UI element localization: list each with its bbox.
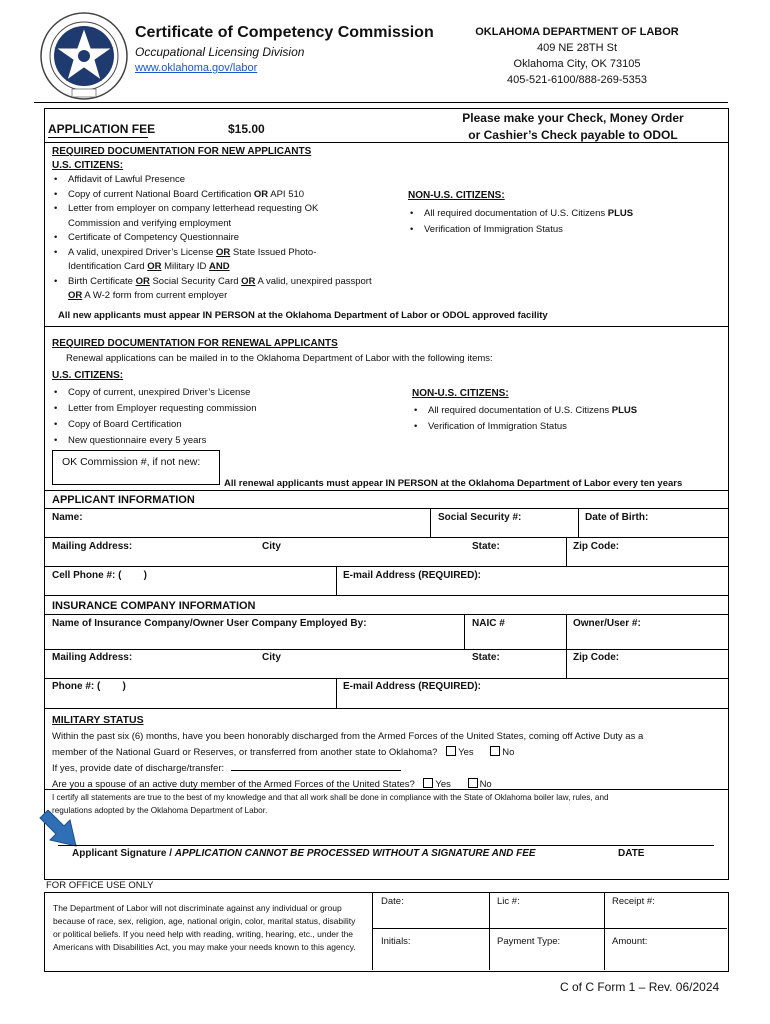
city-field-label[interactable]: City	[262, 541, 281, 552]
office-initials-field[interactable]: Initials:	[381, 936, 411, 947]
list-item-text: All required documentation of U.S. Citizens	[424, 208, 606, 219]
insurance-company-field-label[interactable]: Name of Insurance Company/Owner User Company Employed By:	[52, 618, 367, 629]
arrow-icon	[38, 810, 80, 850]
row-rule	[44, 649, 728, 650]
list-item: • Copy of Board Certification	[52, 417, 372, 433]
state-field-label[interactable]: State:	[472, 541, 500, 552]
insurance-email-field-label[interactable]: E-mail Address (REQUIRED):	[343, 681, 481, 692]
military-rule	[44, 789, 728, 790]
fee-label: APPLICATION FEE	[48, 122, 156, 136]
military-question-1-text: member of the National Guard or Reserves, or transferred from another state to Oklahoma?	[52, 746, 438, 758]
divider	[430, 508, 431, 537]
renewal-non-us-list	[412, 403, 712, 435]
military-question-1	[52, 729, 722, 792]
insurance-state-field-label[interactable]: State:	[472, 652, 500, 663]
state-seal	[40, 12, 128, 100]
form-id: C of C Form 1 – Rev. 06/2024	[560, 980, 720, 994]
ok-commission-label: OK Commission #, if not new:	[62, 456, 201, 468]
discharge-row	[52, 760, 722, 777]
plus-label: PLUS	[611, 405, 638, 416]
insurance-mailing-field-label[interactable]: Mailing Address:	[52, 652, 133, 663]
military-no-checkbox[interactable]	[490, 746, 500, 756]
row-rule	[44, 566, 728, 567]
yes-label: Yes	[458, 746, 474, 758]
discharge-label: If yes, provide date of discharge/transfer:	[52, 763, 225, 774]
applicant-heading-rule	[44, 508, 728, 509]
signature-label: Applicant Signature /	[72, 848, 173, 859]
divider	[566, 537, 567, 566]
new-applicants-footer: All new applicants must appear IN PERSON at the Oklahoma Department of Labor or ODOL approved facility	[58, 310, 548, 321]
list-item-text: Verification of Immigration Status	[428, 421, 567, 432]
divider	[372, 928, 727, 929]
insurance-zip-field-label[interactable]: Zip Code:	[573, 652, 620, 663]
renewal-intro: Renewal applications can be mailed in to the Oklahoma Department of Labor with the following items:	[66, 353, 493, 364]
ok-commission-box[interactable]	[52, 450, 220, 485]
divider	[566, 649, 567, 678]
no-label: No	[479, 778, 492, 790]
list-item: • Letter from employer on company letterhead requesting OK Commission and verifying employment	[52, 202, 392, 231]
list-item-text: Verification of Immigration Status	[424, 224, 563, 235]
cell-phone-field-label[interactable]: Cell Phone #: ( )	[52, 570, 148, 581]
list-item	[412, 403, 712, 419]
renewal-rule	[44, 490, 728, 491]
new-non-us-list	[408, 206, 708, 238]
spouse-yes-checkbox[interactable]	[423, 778, 433, 788]
spouse-no-checkbox[interactable]	[468, 778, 478, 788]
row-rule	[44, 678, 728, 679]
divider	[489, 892, 490, 970]
payable-note	[430, 110, 716, 144]
certification-line-1: I certify all statements are true to the best of my knowledge and that all work shall be done in compliance with the State of Oklahoma boiler law, rules, and	[52, 793, 609, 802]
certification-text	[52, 791, 724, 817]
signature-caption	[72, 848, 536, 859]
row-rule	[44, 708, 728, 709]
insurance-city-field-label[interactable]: City	[262, 652, 281, 663]
office-payment-type-field[interactable]: Payment Type:	[497, 936, 561, 947]
military-question-1-line-2	[52, 745, 722, 761]
zip-field-label[interactable]: Zip Code:	[573, 541, 620, 552]
divider	[464, 614, 465, 649]
list-item-text: All required documentation of U.S. Citizens	[428, 405, 610, 416]
list-item: • Affidavit of Lawful Presence	[52, 173, 392, 188]
insurance-heading: INSURANCE COMPANY INFORMATION	[52, 600, 256, 612]
row-rule	[44, 537, 728, 538]
spouse-question: Are you a spouse of an active duty member of the Armed Forces of the United States?	[52, 778, 415, 790]
divider	[604, 892, 605, 970]
new-us-citizens-heading: U.S. CITIZENS:	[52, 160, 124, 171]
ssn-field-label[interactable]: Social Security #:	[438, 512, 522, 523]
office-date-field[interactable]: Date:	[381, 896, 404, 907]
certification-line-2: regulations adopted by the Oklahoma Department of Labor.	[52, 806, 268, 815]
department-name: OKLAHOMA DEPARTMENT OF LABOR	[475, 26, 679, 38]
nondiscrimination-notice: The Department of Labor will not discriminate against any individual or group because of race, sex, religion, age, national origin, color, marital status, disability or political beliefs. If you need help with reading, writing, hearing, etc., under the Americans with Disabilities Act, you may make your needs known to this agency.	[53, 903, 356, 952]
row-rule	[44, 595, 728, 596]
address-line-2: Oklahoma City, OK 73105	[513, 58, 641, 70]
applicant-heading: APPLICANT INFORMATION	[52, 494, 195, 506]
new-us-citizen-list	[52, 173, 392, 304]
renewal-us-heading: U.S. CITIZENS:	[52, 370, 124, 381]
list-item: • New questionnaire every 5 years	[52, 433, 372, 449]
fee-amount: $15.00	[228, 122, 265, 136]
list-item: • Birth Certificate OR Social Security Card OR A valid, unexpired passport OR A W-2 form from current employer	[52, 275, 392, 304]
renewal-footer: All renewal applicants must appear IN PERSON at the Oklahoma Department of Labor every ten years	[224, 478, 683, 489]
list-item	[408, 206, 708, 222]
yes-label: Yes	[435, 778, 451, 790]
divider	[578, 508, 579, 537]
signature-line[interactable]	[58, 845, 714, 846]
office-use-heading: FOR OFFICE USE ONLY	[46, 880, 154, 891]
date-caption: DATE	[618, 848, 645, 859]
new-applicants-heading: REQUIRED DOCUMENTATION FOR NEW APPLICANTS	[52, 146, 312, 157]
new-non-us-heading: NON-U.S. CITIZENS:	[408, 190, 505, 201]
plus-label: PLUS	[607, 208, 634, 219]
list-item	[412, 419, 712, 435]
military-yes-checkbox[interactable]	[446, 746, 456, 756]
website-link[interactable]: www.oklahoma.gov/labor	[135, 62, 258, 74]
divider	[336, 566, 337, 595]
header-rule	[34, 102, 728, 103]
new-applicants-rule	[44, 326, 728, 327]
owner-user-field-label[interactable]: Owner/User #:	[573, 618, 641, 629]
email-field-label[interactable]: E-mail Address (REQUIRED):	[343, 570, 481, 581]
division-name: Occupational Licensing Division	[135, 45, 305, 59]
military-heading: MILITARY STATUS	[52, 714, 144, 726]
payable-line-1: Please make your Check, Money Order	[462, 111, 684, 125]
divider	[566, 614, 567, 649]
list-item: • Letter from Employer requesting commission	[52, 401, 372, 417]
office-receipt-field[interactable]: Receipt #:	[612, 896, 655, 907]
dob-field-label[interactable]: Date of Birth:	[585, 512, 649, 523]
office-lic-field[interactable]: Lic #:	[497, 896, 520, 907]
address-line-1: 409 NE 28TH St	[536, 42, 618, 54]
no-label: No	[502, 746, 515, 758]
signature-note: APPLICATION CANNOT BE PROCESSED WITHOUT A SIGNATURE AND FEE	[174, 848, 536, 859]
department-phone: 405-521-6100/888-269-5353	[506, 74, 648, 86]
list-item: • Certificate of Competency Questionnaire	[52, 231, 392, 246]
military-question-1-line-1: Within the past six (6) months, have you been honorably discharged from the Armed Forces of the United States, coming off Active Duty as a	[52, 731, 644, 742]
insurance-phone-field-label[interactable]: Phone #: ( )	[52, 681, 126, 692]
naic-field-label[interactable]: NAIC #	[472, 618, 505, 629]
fee-label-underline	[48, 137, 148, 138]
department-block	[470, 24, 684, 88]
list-item: • Copy of current, unexpired Driver’s License	[52, 385, 372, 401]
divider	[336, 678, 337, 708]
name-field-label[interactable]: Name:	[52, 512, 83, 523]
fee-rule	[44, 142, 728, 143]
list-item: • A valid, unexpired Driver’s License OR State Issued Photo- Identification Card OR Military ID AND	[52, 246, 392, 275]
renewal-heading: REQUIRED DOCUMENTATION FOR RENEWAL APPLICANTS	[52, 338, 338, 349]
discharge-date-field[interactable]	[231, 760, 401, 771]
renewal-us-list	[52, 385, 372, 449]
list-item	[408, 222, 708, 238]
divider	[372, 892, 373, 970]
list-item: • Copy of current National Board Certification OR API 510	[52, 188, 392, 203]
office-amount-field[interactable]: Amount:	[612, 936, 648, 947]
renewal-non-us-heading: NON-U.S. CITIZENS:	[412, 388, 509, 399]
form-title: Certificate of Competency Commission	[135, 24, 434, 41]
insurance-heading-rule	[44, 614, 728, 615]
payable-line-2: or Cashier’s Check payable to ODOL	[468, 128, 678, 142]
mailing-address-field-label[interactable]: Mailing Address:	[52, 541, 133, 552]
